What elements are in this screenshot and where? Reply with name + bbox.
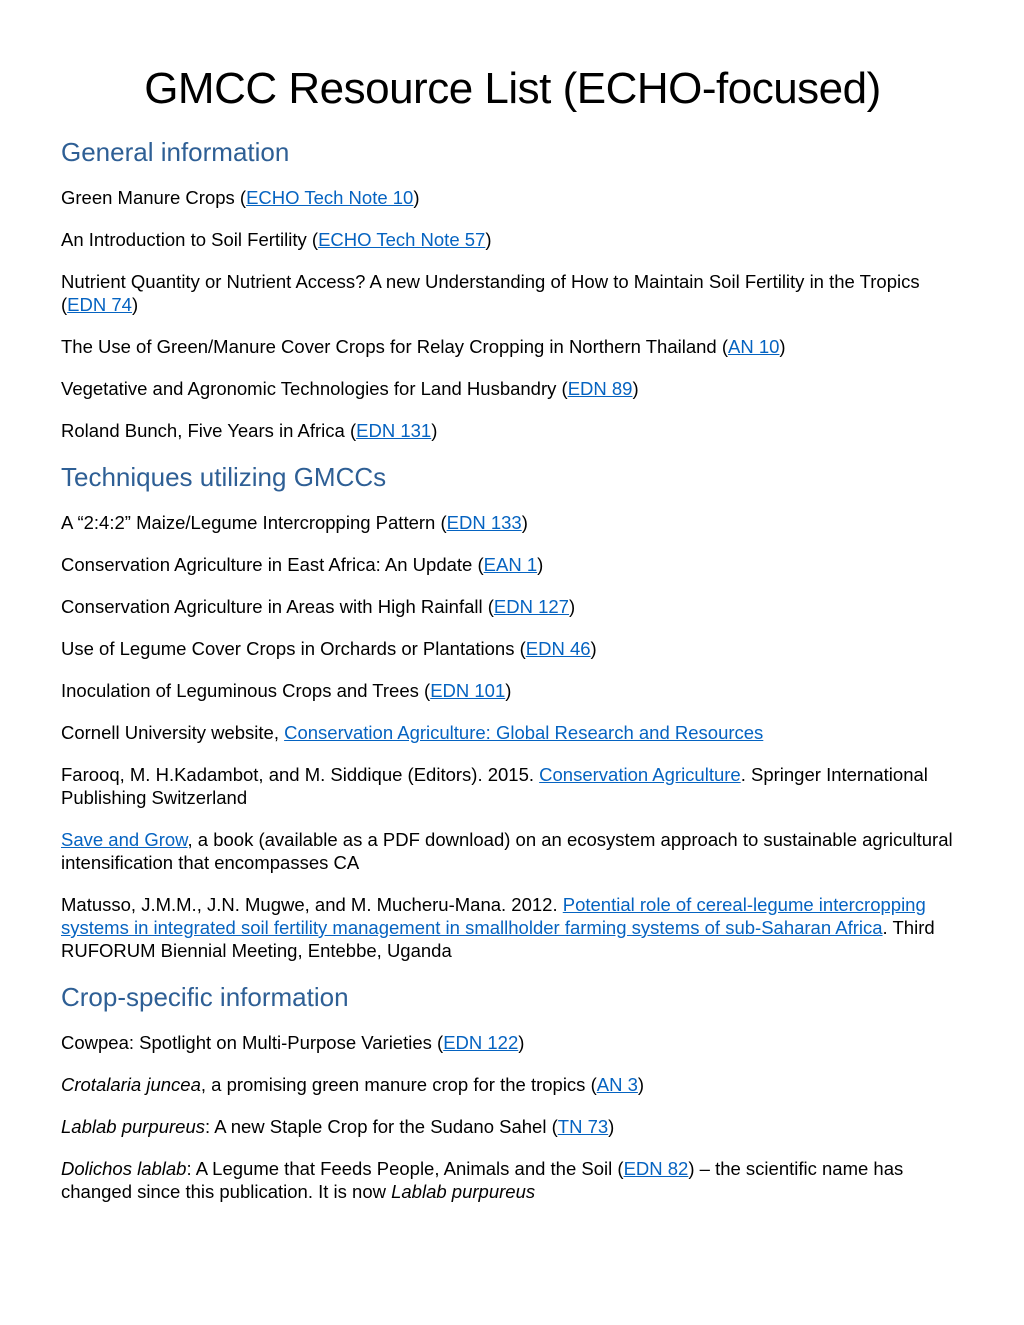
entry-text: Matusso, J.M.M., J.N. Mugwe, and M. Mucheru-Mana. 2012. <box>61 894 563 915</box>
resource-link[interactable]: TN 73 <box>557 1116 609 1137</box>
resource-link[interactable]: EDN 74 <box>67 294 132 315</box>
resource-link[interactable]: Conservation Agriculture <box>539 764 741 785</box>
resource-entry <box>61 763 964 809</box>
resource-entry <box>61 335 964 358</box>
resource-link[interactable]: EDN 133 <box>446 512 522 533</box>
entry-text: ) <box>632 378 639 399</box>
entry-text: Roland Bunch, Five Years in Africa ( <box>61 420 357 441</box>
resource-link[interactable]: AN 10 <box>728 336 780 357</box>
resource-link[interactable]: EDN 122 <box>443 1032 519 1053</box>
entry-text: , a promising green manure crop for the tropics ( <box>200 1074 597 1095</box>
resource-entry <box>61 1031 964 1054</box>
resource-entry <box>61 721 964 744</box>
entry-text: ) <box>568 596 576 617</box>
resource-entry <box>61 270 964 316</box>
scientific-name: Crotalaria juncea <box>61 1074 201 1095</box>
entry-text: ) <box>505 680 512 701</box>
entry-text: Cowpea: Spotlight on Multi-Purpose Varieties ( <box>61 1032 444 1053</box>
entry-text: . Third RUFORUM Biennial Meeting, Entebbe, Uganda <box>61 917 935 961</box>
scientific-name: Lablab purpureus <box>61 1116 205 1137</box>
resource-entry <box>61 679 964 702</box>
resource-link[interactable]: EDN 82 <box>623 1158 689 1179</box>
entry-text: ) <box>431 420 438 441</box>
entry-text: ) <box>131 294 139 315</box>
resource-link[interactable]: EDN 131 <box>356 420 432 441</box>
entry-text: Farooq, M. H.Kadambot, and M. Siddique (Editors). 2015. <box>61 764 540 785</box>
section <box>61 136 964 442</box>
resource-entry <box>61 377 964 400</box>
entry-text: Inoculation of Leguminous Crops and Trees ( <box>61 680 431 701</box>
entry-text: ) <box>485 229 492 250</box>
resource-entry <box>61 1073 964 1096</box>
entry-text: The Use of Green/Manure Cover Crops for Relay Cropping in Northern Thailand ( <box>61 336 728 357</box>
resource-entry <box>61 553 964 576</box>
entry-text: ) <box>590 638 597 659</box>
entry-text: ) <box>779 336 786 357</box>
resource-link[interactable]: AN 3 <box>596 1074 638 1095</box>
entry-text: Conservation Agriculture in East Africa: An Update ( <box>61 554 484 575</box>
entry-text: : A new Staple Crop for the Sudano Sahel ( <box>205 1116 558 1137</box>
section-heading: Crop-specific information <box>61 982 349 1012</box>
resource-entry <box>61 828 964 874</box>
resource-link[interactable]: EDN 89 <box>567 378 633 399</box>
entry-text: : A Legume that Feeds People, Animals and the Soil ( <box>186 1158 624 1179</box>
entry-text: Nutrient Quantity or Nutrient Access? A new Understanding of How to Maintain Soil Fertility in the Tropics ( <box>61 271 920 315</box>
resource-entry <box>61 893 964 962</box>
entry-text: ) <box>518 1032 525 1053</box>
entry-text: Vegetative and Agronomic Technologies for Land Husbandry ( <box>61 378 568 399</box>
section-heading: General information <box>61 137 290 167</box>
entry-text: ) <box>608 1116 615 1137</box>
resource-sections <box>61 136 964 1203</box>
entry-text: ) <box>537 554 544 575</box>
resource-link[interactable]: EAN 1 <box>483 554 538 575</box>
entry-text: . Springer International Publishing Switzerland <box>61 764 928 808</box>
resource-entry <box>61 228 964 251</box>
entry-text: An Introduction to Soil Fertility ( <box>61 229 319 250</box>
resource-entry <box>61 1115 964 1138</box>
page-title: GMCC Resource List (ECHO-focused) <box>144 64 881 113</box>
section <box>61 981 964 1203</box>
entry-text: ) <box>413 187 420 208</box>
resource-link[interactable]: Conservation Agriculture: Global Research and Resources <box>284 722 764 743</box>
entry-text: ) <box>521 512 528 533</box>
entry-text: Green Manure Crops ( <box>61 187 247 208</box>
entry-text: Cornell University website, <box>61 722 285 743</box>
entry-text: ) <box>637 1074 645 1095</box>
resource-entry <box>61 186 964 209</box>
resource-link[interactable]: EDN 101 <box>430 680 506 701</box>
resource-link[interactable]: EDN 127 <box>493 596 569 617</box>
entry-text: A “2:4:2” Maize/Legume Intercropping Pattern ( <box>61 512 447 533</box>
resource-entry <box>61 595 964 618</box>
resource-link[interactable]: Potential role of cereal-legume intercropping systems in integrated soil fertility management in smallholder farming systems of sub-Saharan Africa <box>61 894 926 938</box>
entry-text: ) – the scientific name has changed since this publication. It is now <box>61 1158 904 1202</box>
resource-entry <box>61 511 964 534</box>
section <box>61 461 964 962</box>
scientific-name: Lablab purpureus <box>391 1181 536 1202</box>
scientific-name: Dolichos lablab <box>61 1158 187 1179</box>
resource-link[interactable]: EDN 46 <box>525 638 591 659</box>
resource-link[interactable]: ECHO Tech Note 10 <box>246 187 414 208</box>
resource-entry <box>61 637 964 660</box>
resource-entry <box>61 1157 964 1203</box>
resource-link[interactable]: Save and Grow <box>61 829 188 850</box>
entry-text: , a book (available as a PDF download) on an ecosystem approach to sustainable agricultural intensification that encompasses CA <box>61 829 953 873</box>
entry-text: Use of Legume Cover Crops in Orchards or Plantations ( <box>61 638 526 659</box>
resource-link[interactable]: ECHO Tech Note 57 <box>318 229 486 250</box>
resource-entry <box>61 419 964 442</box>
section-heading: Techniques utilizing GMCCs <box>61 462 387 492</box>
entry-text: Conservation Agriculture in Areas with High Rainfall ( <box>61 596 494 617</box>
